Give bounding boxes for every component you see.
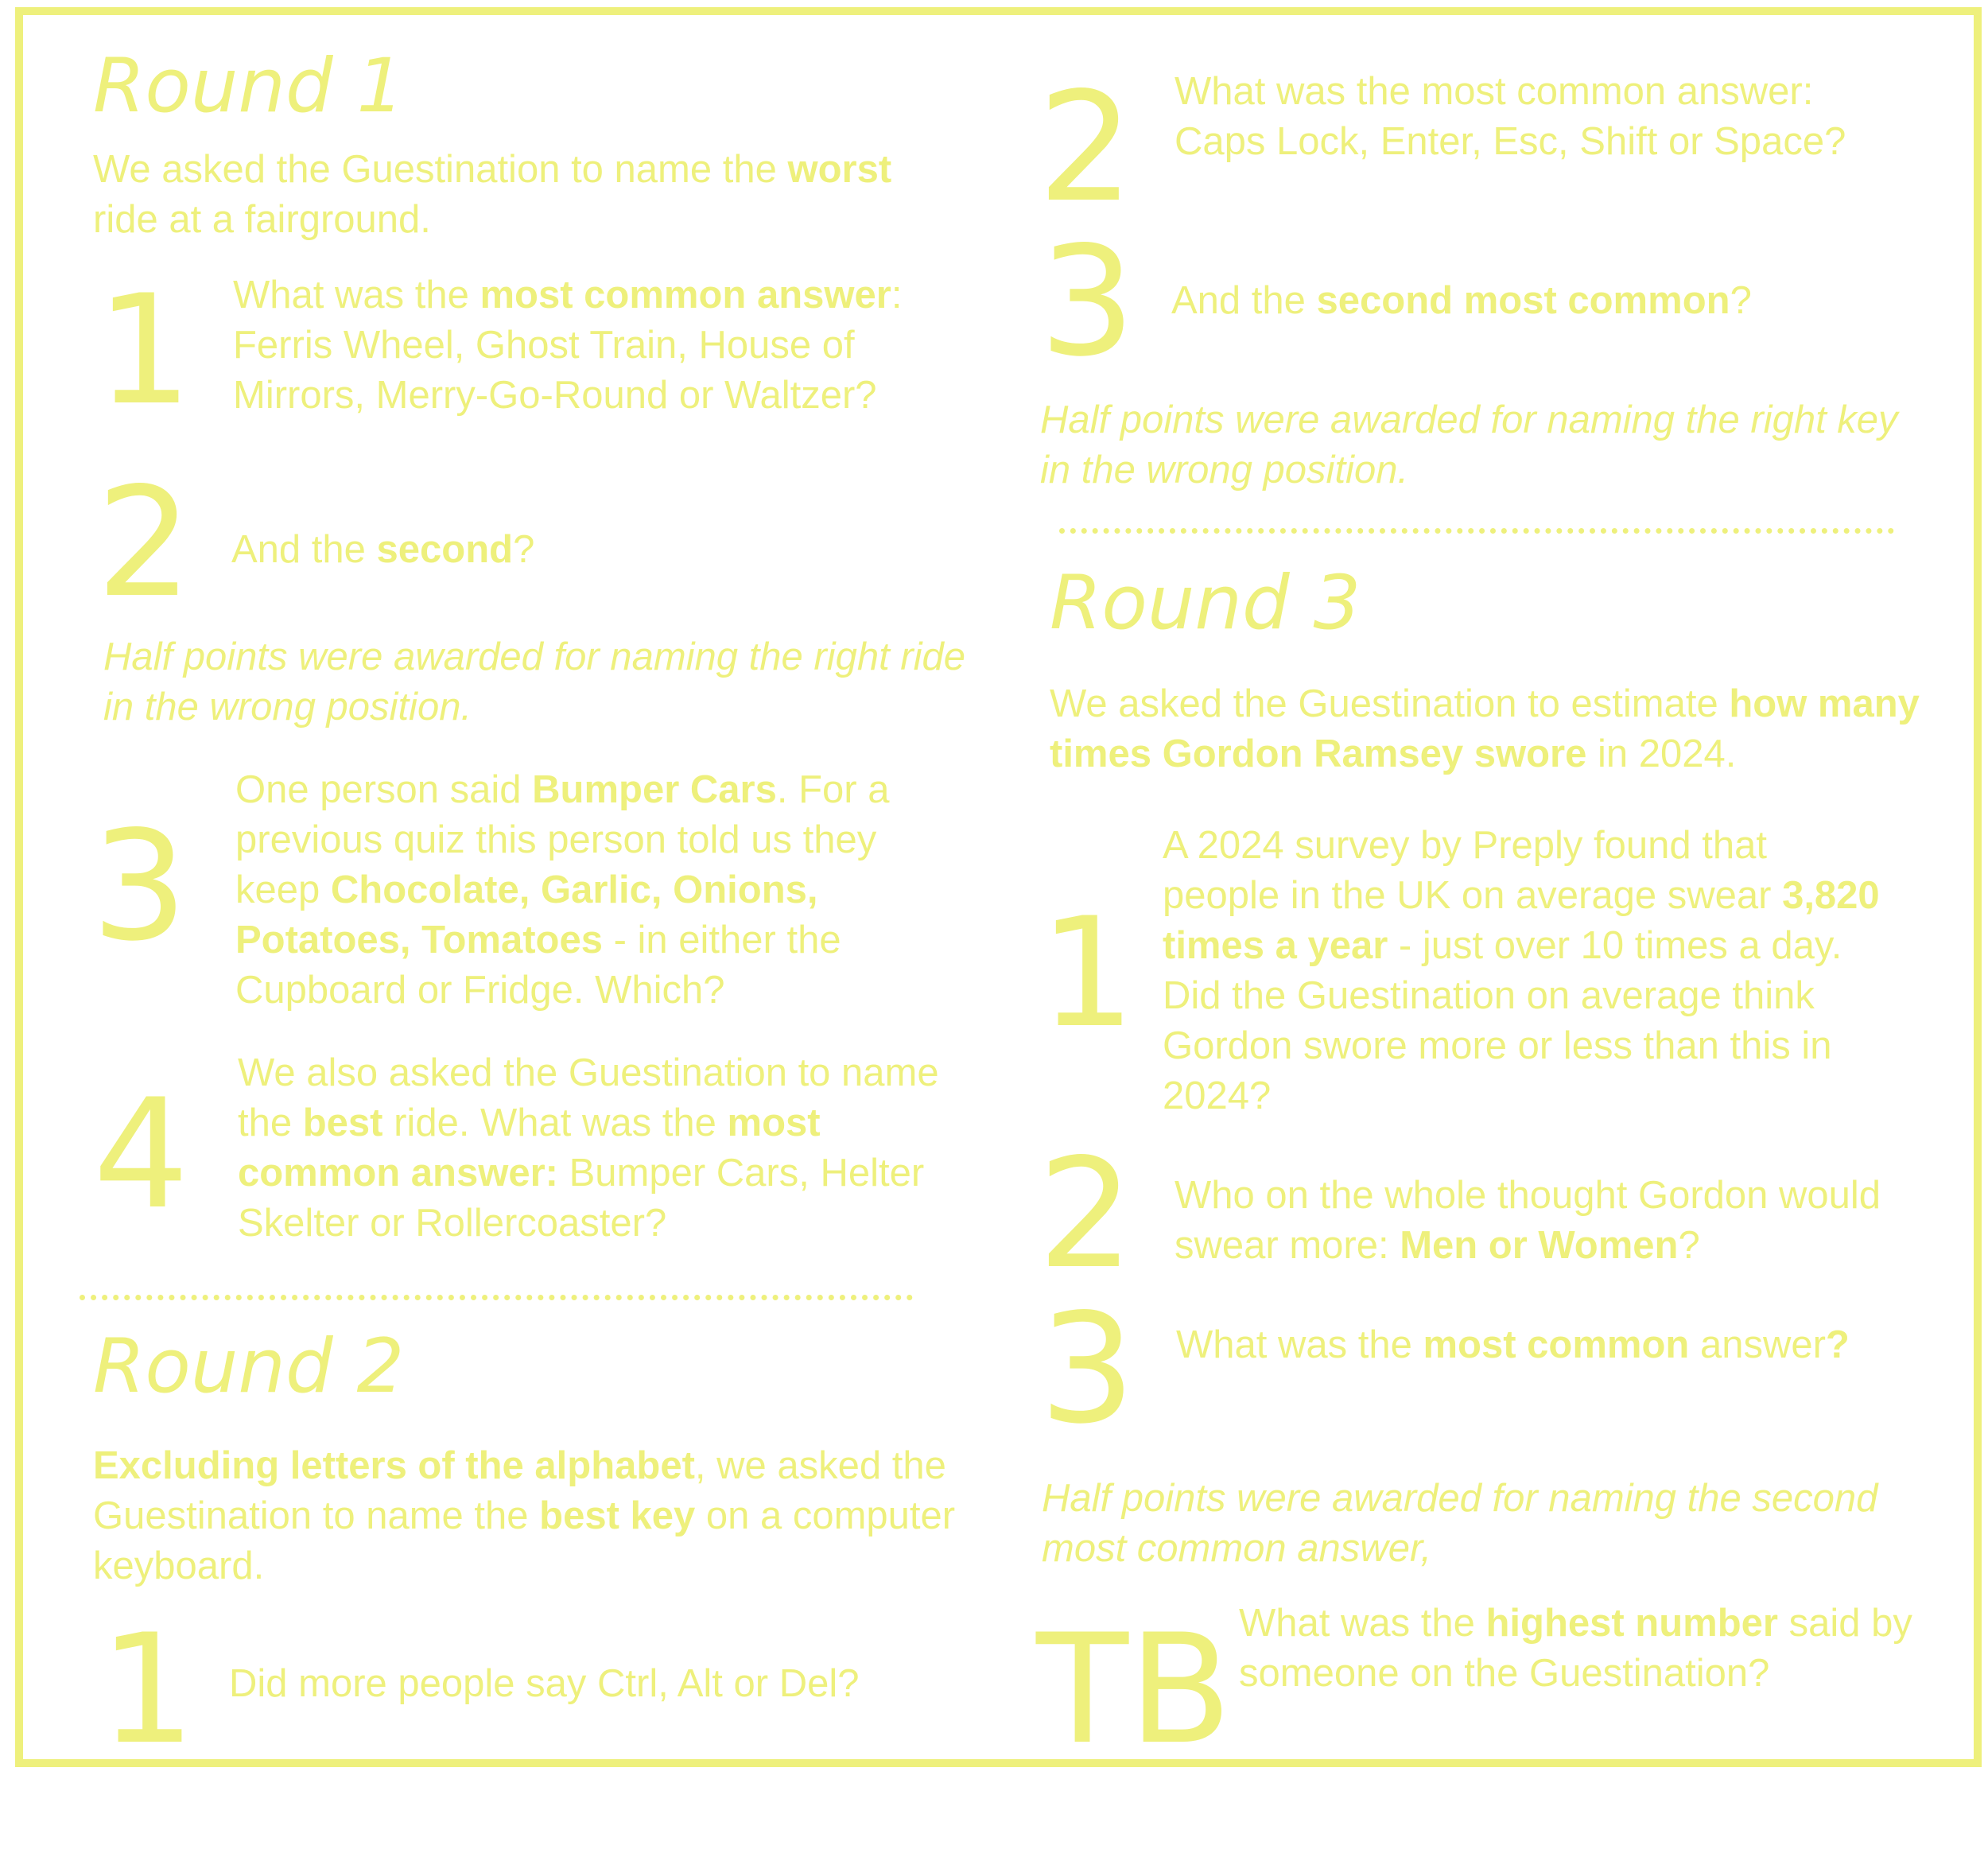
r3-q3-text: What was the most common answer? xyxy=(1176,1323,1850,1366)
round-3-intro: We asked the Guestination to estimate how many times Gordon Ramsey swore in 2024. xyxy=(1050,682,1920,775)
round-2-intro: Excluding letters of the alphabet, we asked the Guestination to name the best key on a computer keyboard. xyxy=(93,1444,956,1587)
r3-q1-number: 1 xyxy=(1039,885,1136,1061)
round-2-note: Half points were awarded for naming the right key in the wrong position. xyxy=(1040,398,1898,491)
emphasis-text: ? xyxy=(1825,1323,1850,1366)
r2-q2-text: What was the most common answer: Caps Lock, Enter, Esc, Shift or Space? xyxy=(1175,70,1846,163)
r3-q1-text: A 2024 survey by Preply found that people in the UK on average swear 3,820 times a year - just over 10 times a day. Did the Guestination on average think Gordon swore more or less than this in 2024? xyxy=(1163,824,1880,1117)
r2-q3-text: And the second most common? xyxy=(1171,279,1752,322)
emphasis-text: best key xyxy=(539,1494,696,1537)
round-3-note: Half points were awarded for naming the second most common answer, xyxy=(1042,1477,1878,1570)
r2-q3-number: 3 xyxy=(1039,214,1136,390)
emphasis-text: 3,820 times a year xyxy=(1163,874,1880,967)
r1-q1-number: 1 xyxy=(96,262,192,438)
r1-q3-number: 3 xyxy=(91,798,188,974)
r1-q2-number: 2 xyxy=(96,455,192,631)
round-1-note: Half points were awarded for naming the right ride in the wrong position. xyxy=(103,635,966,728)
emphasis-text: second most common xyxy=(1316,279,1730,322)
emphasis-text: most common answer: xyxy=(238,1101,821,1195)
r1-q3-text: One person said Bumper Cars. For a previous quiz this person told us they keep Chocolate, Garlic, Onions, Potatoes, Tomatoes - in either the Cupboard or Fridge. Which? xyxy=(235,768,890,1012)
emphasis-text: second xyxy=(376,528,514,571)
r1-q4-number: 4 xyxy=(93,1066,189,1242)
r2-q2-number: 2 xyxy=(1038,60,1134,235)
r1-q4-text: We also asked the Guestination to name the best ride. What was the most common answer: Bumper Cars, Helter Skelter or Rollercoaster? xyxy=(238,1051,939,1245)
emphasis-text: Excluding letters of the alphabet xyxy=(93,1444,695,1487)
tiebreaker-label: TB xyxy=(1036,1602,1233,1777)
tiebreaker-text: What was the highest number said by someone on the Guestination? xyxy=(1239,1602,1912,1695)
emphasis-text: Chocolate, Garlic, Onions, Potatoes, Tomatoes xyxy=(235,868,818,962)
r3-q2-text: Who on the whole thought Gordon would swear more: Men or Women? xyxy=(1175,1174,1881,1267)
emphasis-text: most common xyxy=(1423,1323,1690,1366)
r2-q1-text: Did more people say Ctrl, Alt or Del? xyxy=(229,1662,860,1705)
emphasis-text: best xyxy=(302,1101,383,1144)
emphasis-text: highest number xyxy=(1485,1602,1778,1645)
emphasis-text: most common answer xyxy=(480,274,891,317)
round-1-divider xyxy=(80,1295,913,1300)
round-2-divider xyxy=(1059,528,1894,534)
emphasis-text: worst xyxy=(787,148,892,191)
emphasis-text: Bumper Cars xyxy=(532,768,777,811)
emphasis-text: Men or Women xyxy=(1400,1224,1679,1267)
r2-q1-number: 1 xyxy=(99,1602,196,1777)
r3-q3-number: 3 xyxy=(1039,1281,1136,1457)
emphasis-text: how many times Gordon Ramsey swore xyxy=(1050,682,1920,775)
round-1-intro: We asked the Guestination to name the worst ride at a fairground. xyxy=(93,148,892,241)
round-1-title: Round 1 xyxy=(93,43,405,130)
round-3-title: Round 3 xyxy=(1050,560,1361,647)
round-2-title: Round 2 xyxy=(93,1323,405,1410)
r1-q1-text: What was the most common answer: Ferris Wheel, Ghost Train, House of Mirrors, Merry-Go-Round or Waltzer? xyxy=(233,274,903,417)
r3-q2-number: 2 xyxy=(1038,1126,1134,1302)
r1-q2-text: And the second? xyxy=(231,528,535,571)
